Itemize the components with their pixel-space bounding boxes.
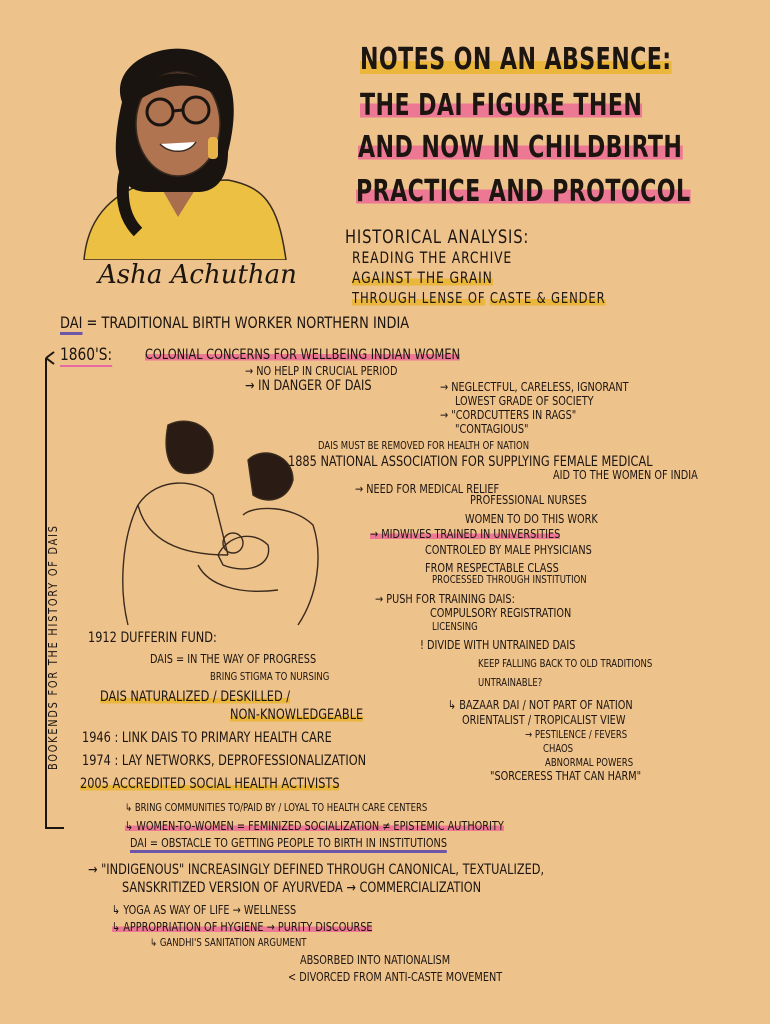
year-1946: 1946 : LINK DAIS TO PRIMARY HEALTH CARE: [82, 730, 332, 746]
chaos: CHAOS: [543, 743, 574, 755]
licensing: LICENSING: [432, 621, 478, 633]
compulsory-registration: COMPULSORY REGISTRATION: [430, 606, 572, 620]
title-line-4: PRACTICE AND PROTOCOL: [356, 174, 691, 209]
year-1974: 1974 : LAY NETWORKS, DEPROFESSIONALIZATION: [82, 753, 367, 769]
bring-communities: ↳ BRING COMMUNITIES TO/PAID BY / LOYAL TO HEALTH CARE CENTERS: [125, 802, 428, 814]
untrainable: UNTRAINABLE?: [478, 677, 543, 689]
gandhi-sanitation: ↳ GANDHI'S SANITATION ARGUMENT: [150, 937, 307, 949]
no-help: → NO HELP IN CRUCIAL PERIOD: [245, 364, 398, 378]
bazaar-dai: ↳ BAZAAR DAI / NOT PART OF NATION: [448, 698, 633, 712]
year-1860s: 1860'S:: [60, 345, 113, 365]
pestilence: → PESTILENCE / FEVERS: [525, 729, 628, 741]
women-do-work: WOMEN TO DO THIS WORK: [465, 512, 598, 526]
colonial-concerns: COLONIAL CONCERNS FOR WELLBEING INDIAN WOMEN: [145, 347, 460, 363]
midwives-trained: → MIDWIVES TRAINED IN UNIVERSITIES: [370, 527, 561, 541]
falling-back: KEEP FALLING BACK TO OLD TRADITIONS: [478, 658, 653, 670]
author-name: Asha Achuthan: [98, 260, 297, 290]
respectable-class: FROM RESPECTABLE CLASS: [425, 561, 559, 575]
side-label: BOOKENDS FOR THE HISTORY OF DAIS: [46, 524, 60, 770]
divide-untrained: ! DIVIDE WITH UNTRAINED DAIS: [420, 638, 576, 652]
subtitle-line-1: HISTORICAL ANALYSIS:: [345, 226, 530, 248]
processed-institution: PROCESSED THROUGH INSTITUTION: [432, 574, 587, 586]
need-relief: → NEED FOR MEDICAL RELIEF: [355, 482, 500, 496]
non-knowledgeable: NON-KNOWLEDGEABLE: [230, 707, 364, 723]
bring-stigma: BRING STIGMA TO NURSING: [210, 671, 330, 683]
subtitle-line-3: AGAINST THE GRAIN: [352, 268, 493, 287]
dai-obstacle: DAI = OBSTACLE TO GETTING PEOPLE TO BIRTH IN INSTITUTIONS: [130, 836, 447, 850]
contagious: "CONTAGIOUS": [455, 422, 529, 436]
cordcutters: → "CORDCUTTERS IN RAGS": [440, 408, 577, 422]
sorceress: "SORCERESS THAT CAN HARM": [490, 769, 642, 783]
dai-definition: DAI = TRADITIONAL BIRTH WORKER NORTHERN INDIA: [60, 313, 409, 332]
dai-illustration: [78, 415, 333, 630]
in-danger: → IN DANGER OF DAIS: [245, 378, 372, 394]
association-1885: 1885 NATIONAL ASSOCIATION FOR SUPPLYING FEMALE MEDICAL: [288, 454, 653, 470]
title-line-3: AND NOW IN CHILDBIRTH: [358, 130, 683, 165]
title-line-1: NOTES ON AN ABSENCE:: [360, 42, 672, 77]
push-training: → PUSH FOR TRAINING DAIS:: [375, 592, 515, 606]
absorbed-nationalism: ABSORBED INTO NATIONALISM: [300, 953, 451, 967]
lowest-grade: LOWEST GRADE OF SOCIETY: [455, 394, 594, 408]
subtitle-line-4: THROUGH LENSE OF CASTE & GENDER: [352, 289, 606, 307]
controlled-male: CONTROLED BY MALE PHYSICIANS: [425, 543, 592, 557]
title-line-2: THE DAI FIGURE THEN: [360, 88, 643, 123]
indigenous-defined: → "INDIGENOUS" INCREASINGLY DEFINED THROUGH CANONICAL, TEXTUALIZED,: [88, 862, 545, 878]
neglectful: → NEGLECTFUL, CARELESS, IGNORANT: [440, 380, 629, 394]
appropriation-hygiene: ↳ APPROPRIATION OF HYGIENE → PURITY DISCOURSE: [112, 920, 373, 934]
yoga-wellness: ↳ YOGA AS WAY OF LIFE → WELLNESS: [112, 903, 297, 917]
year-2005: 2005 ACCREDITED SOCIAL HEALTH ACTIVISTS: [80, 776, 340, 792]
in-way-progress: DAIS = IN THE WAY OF PROGRESS: [150, 652, 317, 666]
aid-women: AID TO THE WOMEN OF INDIA: [553, 468, 698, 482]
divorced-anticaste: < DIVORCED FROM ANTI-CASTE MOVEMENT: [288, 970, 503, 984]
sanskritized: SANSKRITIZED VERSION OF AYURVEDA → COMMERCIALIZATION: [122, 880, 482, 896]
author-portrait: [78, 42, 308, 260]
women-to-women: ↳ WOMEN-TO-WOMEN = FEMINIZED SOCIALIZATION ≠ EPISTEMIC AUTHORITY: [125, 819, 504, 833]
subtitle-line-2: READING THE ARCHIVE: [352, 248, 513, 267]
must-be-removed: DAIS MUST BE REMOVED FOR HEALTH OF NATION: [318, 440, 530, 452]
dufferin-1912: 1912 DUFFERIN FUND:: [88, 630, 217, 646]
orientalist: ORIENTALIST / TROPICALIST VIEW: [462, 713, 626, 727]
naturalized: DAIS NATURALIZED / DESKILLED /: [100, 689, 291, 705]
professional-nurses: PROFESSIONAL NURSES: [470, 493, 587, 507]
abnormal-powers: ABNORMAL POWERS: [545, 757, 634, 769]
